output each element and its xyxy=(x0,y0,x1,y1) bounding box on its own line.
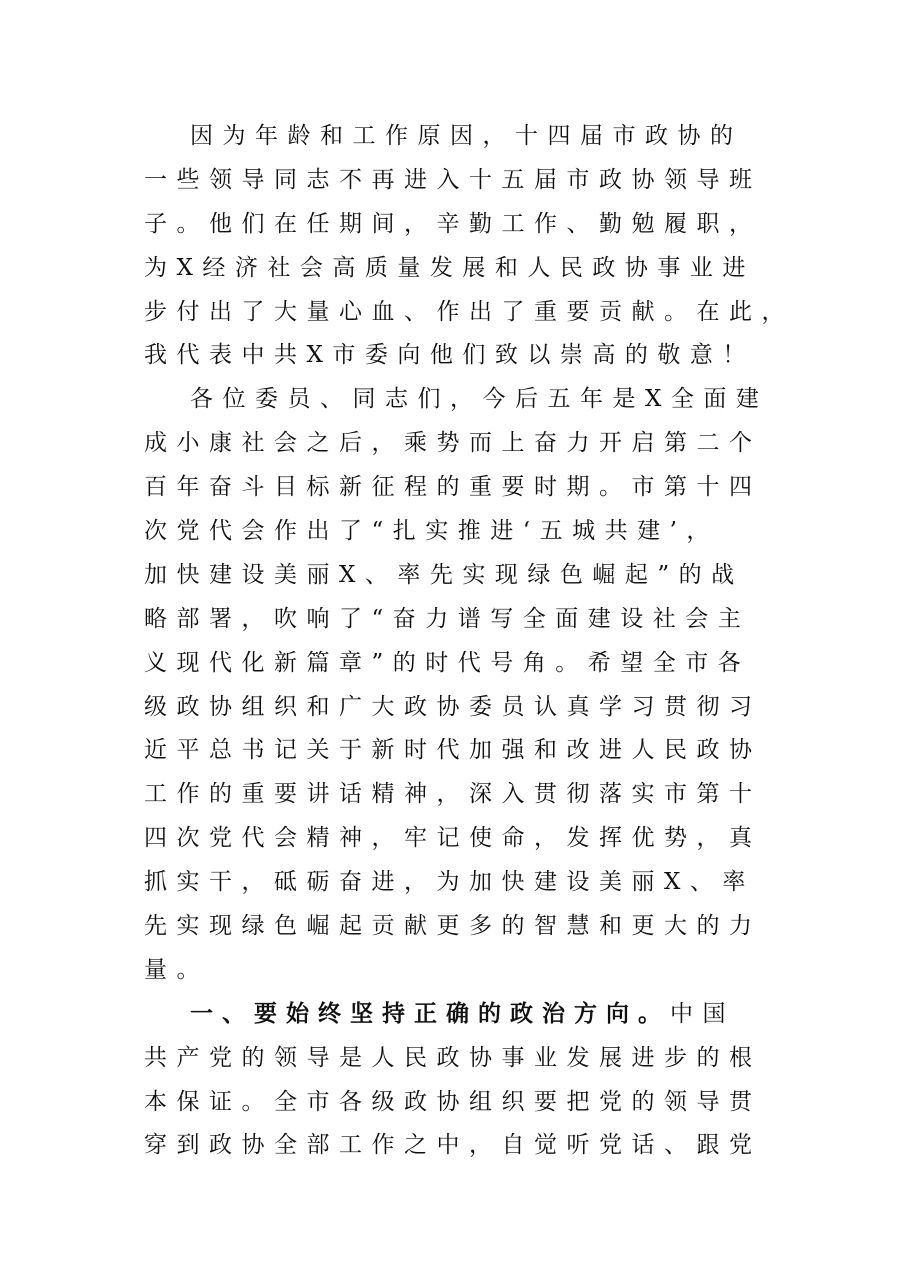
paragraph-line: 穿到政协全部工作之中，自觉听党话、跟党 xyxy=(144,1132,762,1159)
paragraph-line: 四次党代会精神，牢记使命，发挥优势，真 xyxy=(144,825,762,852)
paragraph-line: 各位委员、同志们，今后五年是X全面建 xyxy=(190,386,769,413)
paragraph-line: 一些领导同志不再进入十五届市政协领导班 xyxy=(144,166,762,193)
section-heading-line xyxy=(144,993,784,1037)
paragraph-line: 先实现绿色崛起贡献更多的智慧和更大的力 xyxy=(144,913,762,940)
paragraph-line: 百年奋斗目标新征程的重要时期。市第十四 xyxy=(144,474,762,501)
paragraph-line: 共产党的领导是人民政协事业发展进步的根 xyxy=(144,1044,762,1071)
paragraph-line: 我代表中共X市委向他们致以崇高的敬意！ xyxy=(144,342,755,369)
document-body xyxy=(144,115,794,1168)
paragraph-line: 略部署，吹响了“奋力谱写全面建设社会主 xyxy=(144,605,751,632)
paragraph-line: 量。 xyxy=(144,956,209,983)
paragraph-line: 成小康社会之后，乘势而上奋力开启第二个 xyxy=(144,430,762,457)
paragraph-line: 次党代会作出了“扎实推进‘五城共建’， xyxy=(144,518,719,545)
paragraph-line: 子。他们在任期间，辛勤工作、勤勉履职， xyxy=(144,210,762,237)
paragraph-line: 抓实干，砥砺奋进，为加快建设美丽X、率 xyxy=(144,869,755,896)
paragraph-line: 工作的重要讲话精神，深入贯彻落实市第十 xyxy=(144,781,762,808)
section-heading: 一、要始终坚持正确的政治方向。 xyxy=(190,1000,670,1027)
paragraph-line: 近平总书记关于新时代加强和改进人民政协 xyxy=(144,737,762,764)
paragraph-line: 本保证。全市各级政协组织要把党的领导贯 xyxy=(144,1088,762,1115)
paragraph-line: 义现代化新篇章”的时代号角。希望全市各 xyxy=(144,649,751,676)
section-heading-continuation: 中国 xyxy=(670,1000,735,1027)
paragraph-line: 为X经济社会高质量发展和人民政协事业进 xyxy=(144,254,755,281)
paragraph-line: 加快建设美丽X、率先实现绿色崛起”的战 xyxy=(144,561,744,588)
paragraph-line: 级政协组织和广大政协委员认真学习贯彻习 xyxy=(144,693,762,720)
paragraph-line: 步付出了大量心血、作出了重要贡献。在此， xyxy=(144,298,794,325)
paragraph-line: 因为年龄和工作原因，十四届市政协的 xyxy=(190,123,743,149)
